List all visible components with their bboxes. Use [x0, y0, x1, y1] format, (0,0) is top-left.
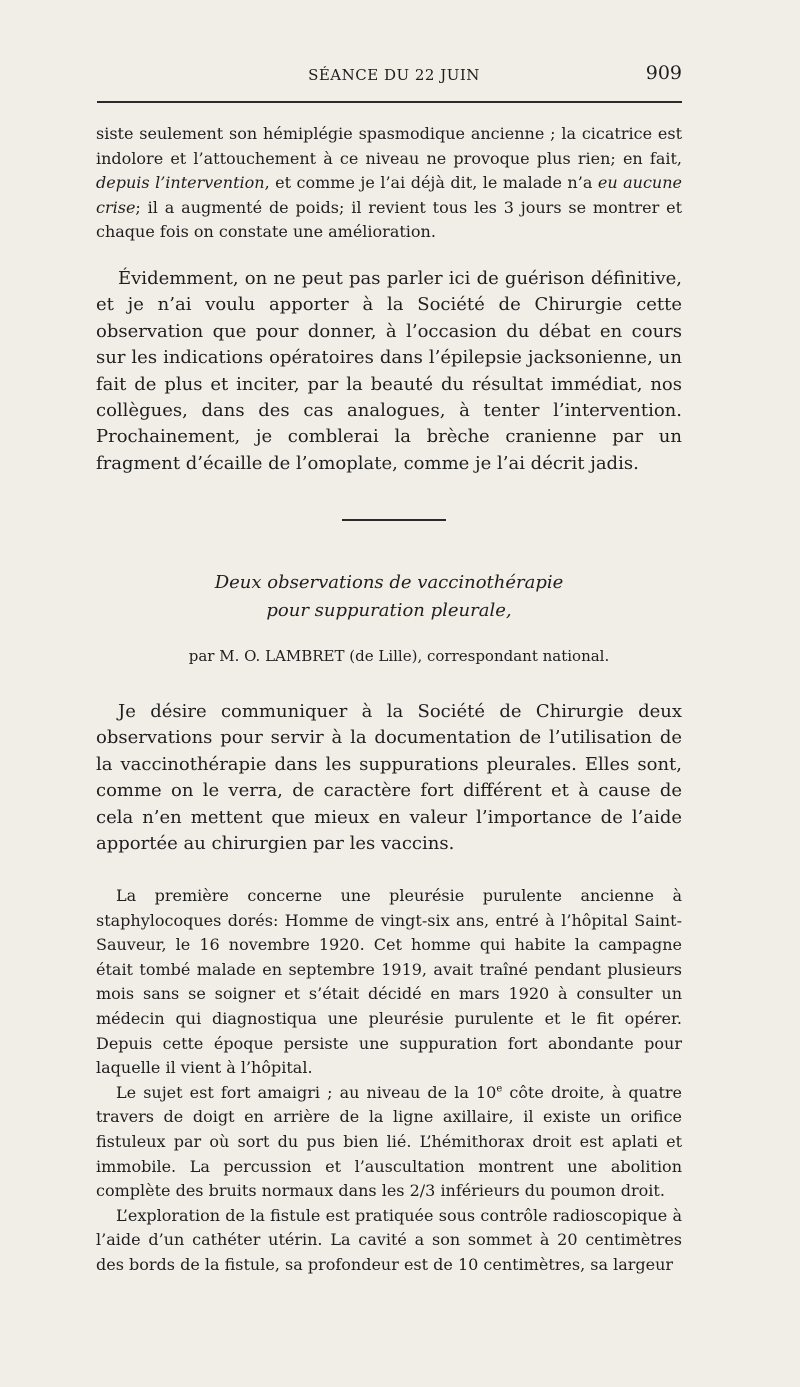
paragraph5-text-b: côte droite, à quatre travers de doigt en arrière de la ligne axillaire, il existe un orifice fistuleux par où sort du pus bien lié. L’hémithorax droit est aplati et immobile. La percussion et l’auscultation montrent une abolition complète des bruits normaux dans les 2/3 inférieurs du poumon droit.: [96, 1082, 682, 1201]
article-byline: par M. O. LAMBRET (de Lille), correspondant national.: [188, 647, 610, 665]
header-rule: [97, 101, 682, 103]
page-header: [96, 62, 682, 86]
paragraph-continuation: [96, 122, 682, 245]
page-number: 909: [645, 62, 682, 84]
article-title: [96, 569, 682, 625]
paragraph2-text: Évidemment, on ne peut pas parler ici de guérison définitive, et je n’ai voulu apporter à la Société de Chirurgie cette observation que pour donner, à l’occasion du débat en cours sur les indications opératoires dans l’épilepsie jacksonienne, un fait de plus et inciter, par la beauté du résultat immédiat, nos collègues, dans des cas analogues, à tenter l’intervention. Prochainement, je comblerai la brèche cranienne par un fragment d’écaille de l’omoplate, comme je l’ai décrit jadis.: [96, 268, 682, 474]
paragraph1-text-b: , et comme je l’ai déjà dit, le malade n’a: [264, 173, 598, 193]
section-divider: [342, 519, 446, 521]
paragraph5-text-a: Le sujet est fort amaigri ; au niveau de la 10: [116, 1082, 497, 1102]
paragraph5: [96, 1081, 682, 1204]
paragraph5-superscript: e: [496, 1083, 503, 1095]
paragraph1-italic-b: eu aucune crise: [96, 173, 683, 217]
paragraph3-text: Je désire communiquer à la Société de Chirurgie deux observations pour servir à la documentation de l’utilisation de la vaccinothérapie dans les suppurations pleurales. Elles sont, comme on le verra, de caractère fort différent et à cause de cela n’en mettent que mieux en valeur l’importance de l’aide apportée au chirurgien par les vaccins.: [96, 701, 682, 855]
running-head: SÉANCE DU 22 JUIN: [308, 66, 480, 84]
paragraph4-text: La première concerne une pleurésie purulente ancienne à staphylocoques dorés: Homme de vingt-six ans, entré à l’hôpital Saint-Sauveur, le 16 novembre 1920. Cet homme qui habite la campagne était tombé malade en septembre 1919, avait traîné pendant plusieurs mois sans se soigner et s’était décidé en mars 1920 à consulter un médecin qui diagnostiqua une pleurésie purulente et le fit opérer. Depuis cette époque persiste une suppuration fort abondante pour laquelle il vient à l’hôpital.: [96, 886, 682, 1078]
paragraph1-text-c: ; il a augmenté de poids; il revient tous les 3 jours se montrer et chaque fois on constate une amélioration.: [96, 197, 682, 242]
case-description: [96, 884, 682, 1278]
paragraph1-italic-a: depuis l’intervention: [96, 173, 265, 193]
paragraph-conclusion: [96, 266, 682, 477]
article-title-line-2: pour suppuration pleurale,: [266, 600, 512, 621]
paragraph1-text-a: siste seulement son hémiplégie spasmodique ancienne ; la cicatrice est indolore et l’attouchement à ce niveau ne provoque plus rien; en fait,: [96, 124, 682, 168]
paragraph-introduction: [96, 699, 682, 857]
paragraph6-text: L’exploration de la fistule est pratiquée sous contrôle radioscopique à l’aide d’un cathéter utérin. La cavité a son sommet à 20 centimètres des bords de la fistule, sa profondeur est de 10 centimètres, sa largeur: [96, 1205, 682, 1274]
article-title-line-1: Deux observations de vaccinothérapie: [214, 572, 564, 593]
